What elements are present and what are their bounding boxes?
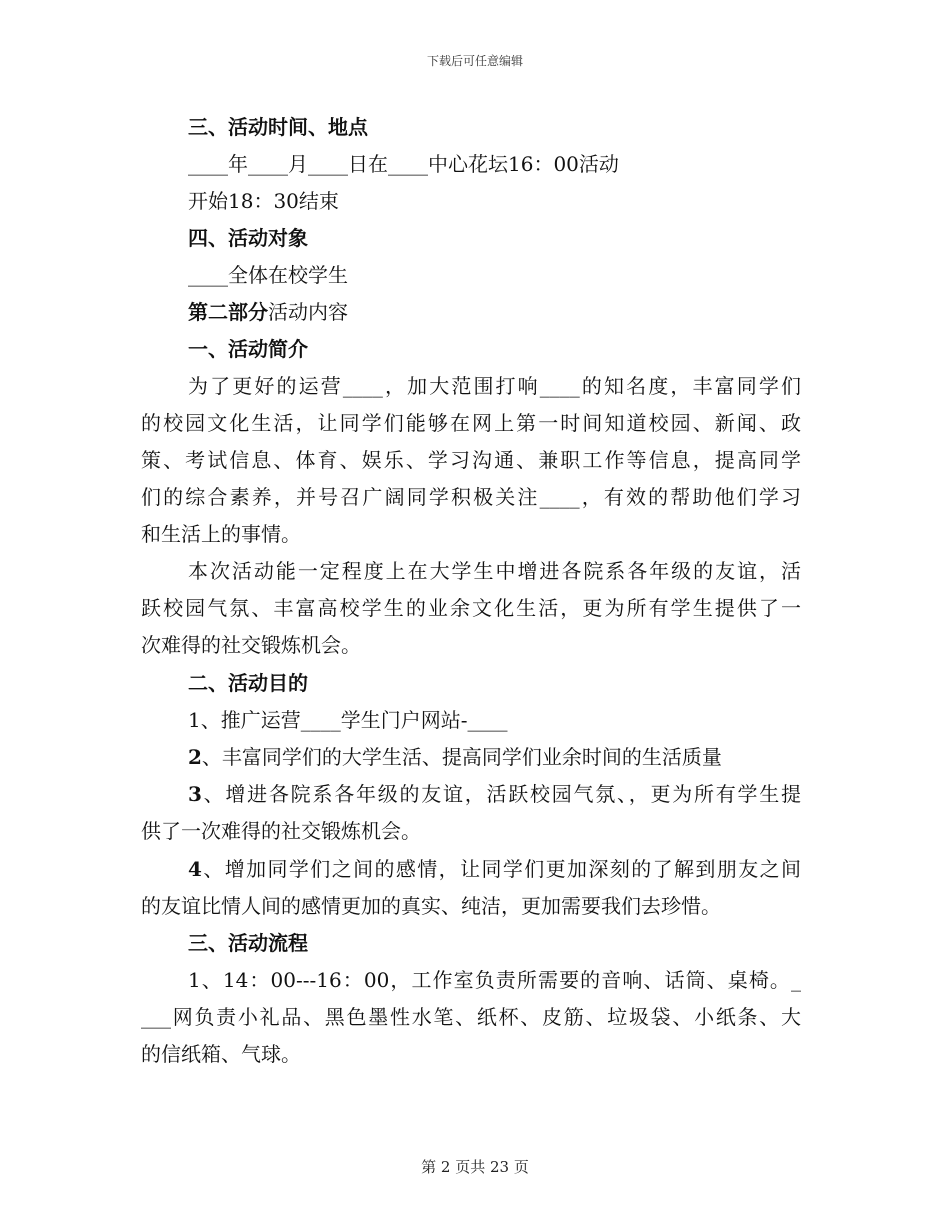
goal-4-text: 、增加同学们之间的感情，让同学们更加深刻的了解到朋友之间 [201,857,801,881]
intro-p1-line-5: 和生活上的事情。 [141,522,301,546]
intro-p2-line-3: 次难得的社交锻炼机会。 [141,633,361,657]
goal-3-line-1 [188,781,801,807]
process-line-2: ___网负责小礼品、黑色墨性水笔、纸杯、皮筋、垃圾袋、小纸条、大 [141,1005,801,1029]
goal-2 [188,744,722,770]
intro-p1-line-1: 为了更好的运营____，加大范围打响____的知名度，丰富同学们 [188,374,801,398]
intro-p2-line-2: 跃校园气氛、丰富高校学生的业余文化生活，更为所有学生提供了一 [141,596,801,620]
heading-process: 三、活动流程 [188,931,308,955]
intro-p1-line-2: 的校园文化生活，让同学们能够在网上第一时间知道校园、新闻、政 [141,411,801,435]
goal-1 [188,707,508,733]
time-place-line-2: 开始18：30结束 [188,189,339,213]
page-footer: 第 2 页共 23 页 [421,1158,529,1176]
goal-1-num: 1 [188,708,201,732]
process-line-3: 的信纸箱、气球。 [141,1042,301,1066]
heading-target: 四、活动对象 [188,226,308,250]
page-header: 下载后可任意编辑 [426,54,523,68]
target-line-1: ____全体在校学生 [188,263,348,287]
goal-4-line-2: 的友谊比情人间的感情更加的真实、纯洁，更加需要我们去珍惜。 [141,894,721,918]
part2-label-rest: 活动内容 [268,300,348,324]
goal-3-line-2: 供了一次难得的社交锻炼机会。 [141,819,421,843]
heading-goals: 二、活动目的 [188,671,308,695]
goal-3-text: 、增进各院系各年级的友谊，活跃校园气氛、，更为所有学生提 [201,782,801,806]
time-place-line-1: ____年____月____日在____中心花坛16：00活动 [188,152,619,176]
part2-title [188,299,348,325]
heading-time-place: 三、活动时间、地点 [188,115,368,139]
goal-2-num: 2 [188,745,202,769]
goal-1-text: 、推广运营____学生门户网站-____ [200,708,508,732]
intro-p1-line-3: 策、考试信息、体育、娱乐、学习沟通、兼职工作等信息，提高同学 [141,448,801,472]
intro-p1-line-4: 们的综合素养，并号召广阔同学积极关注____，有效的帮助他们学习 [141,485,801,509]
goal-3-num: 3 [188,782,202,806]
goal-4-num: 4 [188,857,202,881]
process-line-1: 1、14：00---16：00，工作室负责所需要的音响、话筒、桌椅。_ [188,968,801,992]
goal-2-text: 、丰富同学们的大学生活、提高同学们业余时间的生活质量 [201,745,722,769]
part2-label-bold: 第二部分 [188,300,268,324]
heading-intro: 一、活动简介 [188,337,308,361]
intro-p2-line-1: 本次活动能一定程度上在大学生中增进各院系各年级的友谊，活 [188,559,801,583]
goal-4-line-1 [188,856,801,882]
